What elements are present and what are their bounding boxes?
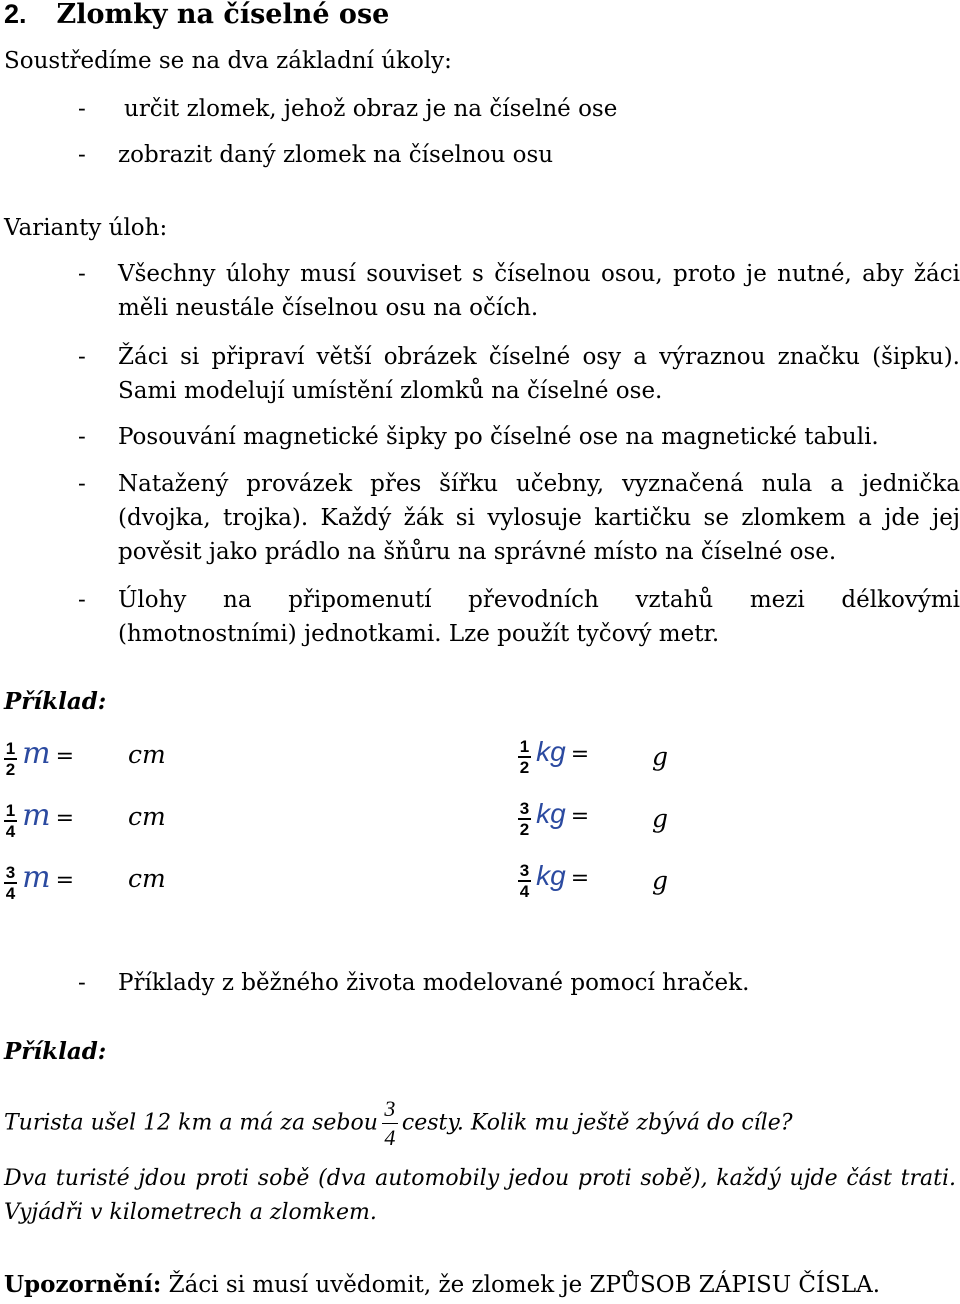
unit-symbol: m	[22, 860, 51, 895]
section-number: 2.	[4, 0, 27, 29]
conversion-row	[4, 798, 74, 840]
conversion-row	[4, 736, 74, 778]
list-dash: -	[78, 96, 86, 122]
unit-symbol: kg	[536, 736, 566, 767]
problem-1: Turista ušel 12 km a má za sebou $\frac{3}{4}$ cesty. Kolik mu ještě zbývá do cíle?	[4, 1096, 793, 1150]
variant-item: Úlohy na připomenutí převodních vztahů mezi délkovými (hmotnostními) jednotkami. Lze použít tyčový metr.	[118, 587, 960, 647]
target-unit: cm	[128, 864, 166, 893]
list-dash: -	[78, 471, 86, 497]
target-unit: cm	[128, 740, 166, 769]
list-dash: -	[78, 970, 86, 996]
section-heading	[4, 0, 389, 33]
equals-sign: =	[570, 742, 590, 767]
section-title: Zlomky na číselné ose	[56, 0, 390, 30]
conversion-row	[518, 860, 589, 900]
list-dash: -	[78, 142, 86, 168]
equals-sign: =	[570, 866, 590, 891]
fraction: $\frac{3}{4}$	[382, 1097, 398, 1150]
equals-sign: =	[55, 806, 75, 831]
variant-item: Posouvání magnetické šipky po číselné ose na magnetické tabuli.	[118, 424, 879, 450]
fraction: $\frac{1}{2}$	[5, 738, 16, 779]
fraction: $\frac{3}{4}$	[5, 862, 16, 903]
conversion-row	[4, 860, 74, 902]
warning-text: Žáci si musí uvědomit, že zlomek je ZPŮSOB ZÁPISU ČÍSLA.	[161, 1272, 881, 1298]
list-dash: -	[78, 424, 86, 450]
target-unit: g	[652, 804, 669, 833]
fraction: $\frac{1}{2}$	[519, 736, 530, 777]
conversion-row	[518, 798, 589, 838]
warning-label: Upozornění:	[4, 1271, 162, 1298]
task-item: zobrazit daný zlomek na číselnou osu	[118, 142, 554, 168]
conversion-row	[518, 736, 589, 776]
unit-symbol: kg	[536, 860, 566, 891]
list-dash: -	[78, 344, 86, 370]
fraction: $\frac{3}{4}$	[519, 860, 530, 901]
variant-item: Natažený provázek přes šířku učebny, vyznačená nula a jednička (dvojka, trojka). Každý žák si vylosuje kartičku se zlomkem a jde jej pověsit jako prádlo na šňůru na správné místo na číselné ose.	[118, 471, 960, 565]
unit-symbol: kg	[536, 798, 566, 829]
variants-label: Varianty úloh:	[4, 215, 168, 241]
unit-symbol: m	[22, 736, 51, 771]
warning-note	[4, 1268, 880, 1302]
target-unit: g	[652, 742, 669, 771]
problem-2: Dva turisté jdou proti sobě (dva automobily jedou proti sobě), každý ujde část trati. Vyjádři v kilometrech a zlomkem.	[4, 1166, 956, 1225]
target-unit: cm	[128, 802, 166, 831]
variant-item: Příklady z běžného života modelované pomocí hraček.	[118, 970, 750, 996]
unit-symbol: m	[22, 798, 51, 833]
task-item: určit zlomek, jehož obraz je na číselné ose	[124, 96, 618, 122]
variant-item: Žáci si připraví větší obrázek číselné osy a výraznou značku (šipku). Sami modelují umístění zlomků na číselné ose.	[118, 344, 960, 404]
equals-sign: =	[570, 804, 590, 829]
fraction: $\frac{3}{2}$	[519, 798, 530, 839]
example-label: Příklad:	[4, 688, 107, 715]
intro-text: Soustředíme se na dva základní úkoly:	[4, 48, 452, 74]
list-dash: -	[78, 587, 86, 613]
variant-item: Všechny úlohy musí souviset s číselnou osou, proto je nutné, aby žáci měli neustále číselnou osu na očích.	[118, 261, 960, 321]
target-unit: g	[652, 866, 669, 895]
equals-sign: =	[55, 744, 75, 769]
list-dash: -	[78, 261, 86, 287]
example-label: Příklad:	[4, 1038, 107, 1065]
equals-sign: =	[55, 868, 75, 893]
fraction: $\frac{1}{4}$	[5, 800, 16, 841]
